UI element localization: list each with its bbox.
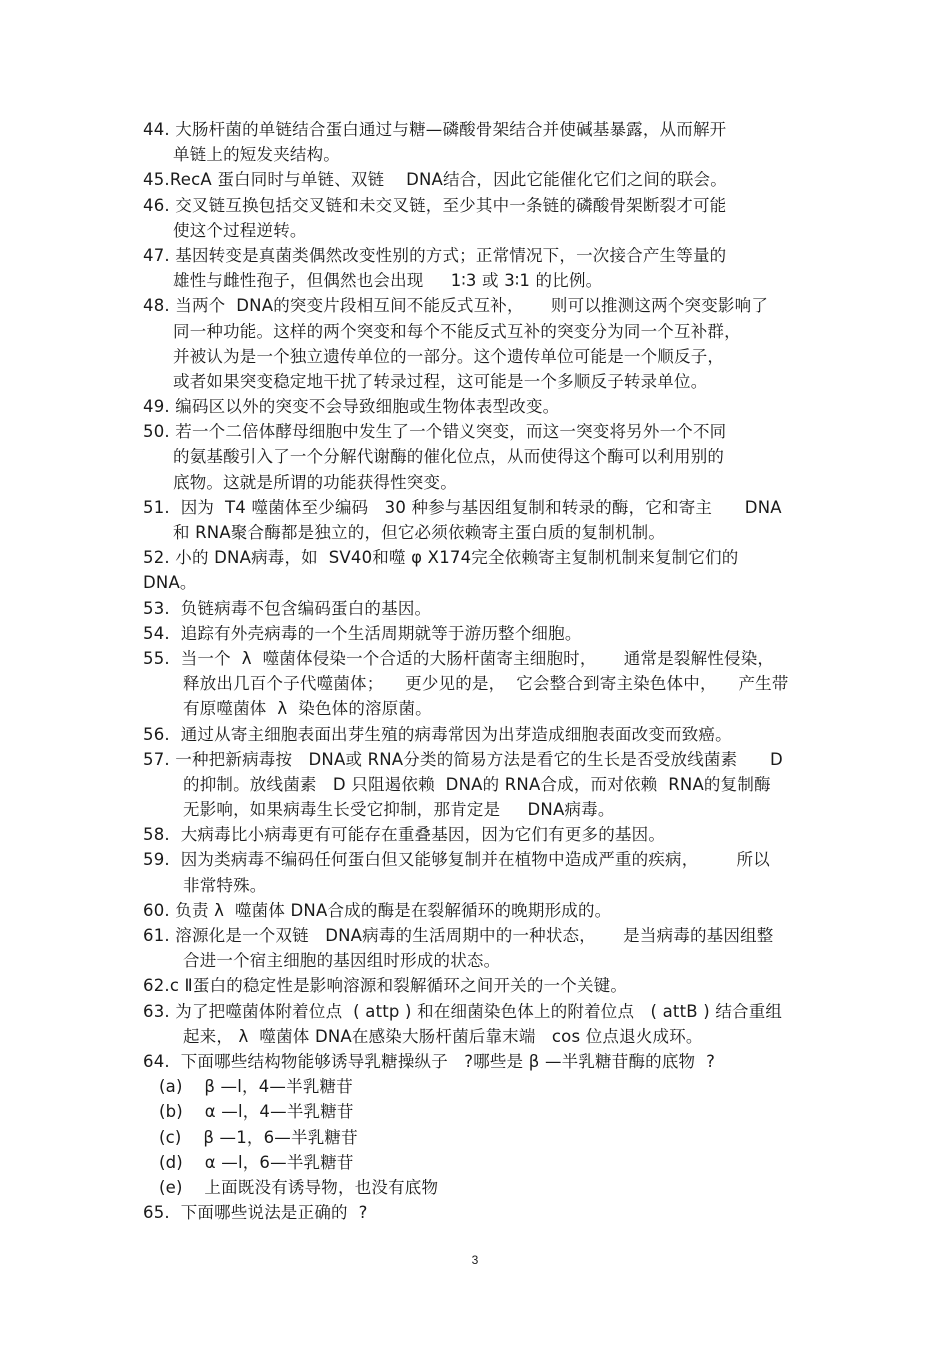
- question-line: 的抑制。放线菌素 D 只阻遏依赖 DNA的 RNA合成，而对依赖 RNA的复制酶: [183, 774, 771, 794]
- question-line: 65. 下面哪些说法是正确的 ?: [143, 1203, 368, 1223]
- question-line: 起来， λ 噬菌体 DNA在感染大肠杆菌后靠末端 cos 位点退火成环。: [183, 1026, 703, 1046]
- answer-option-b: (b) α —l，4—半乳糖苷: [159, 1102, 354, 1122]
- question-line: 无影响，如果病毒生长受它抑制，那肯定是 DNA病毒。: [183, 800, 615, 820]
- question-53: [143, 596, 823, 621]
- answer-option-e: (e) 上面既没有诱导物，也没有底物: [159, 1177, 439, 1197]
- question-line: 48. 当两个 DNA的突变片段相互间不能反式互补， 则可以推测这两个突变影响了: [143, 296, 769, 316]
- question-line: 59. 因为类病毒不编码任何蛋白但又能够复制并在植物中造成严重的疾病， 所以: [143, 850, 770, 870]
- answer-option-c: (c) β —1，6—半乳糖苷: [159, 1127, 358, 1147]
- question-line: 合进一个宿主细胞的基因组时形成的状态。: [183, 951, 501, 971]
- question-line: 有原噬菌体 λ 染色体的溶原菌。: [183, 699, 432, 719]
- question-line: 61. 溶源化是一个双链 DNA病毒的生活周期中的一种状态， 是当病毒的基因组整: [143, 926, 774, 945]
- question-59: [143, 847, 823, 897]
- question-line: 44. 大肠杆菌的单链结合蛋白通过与糖—磷酸骨架结合并使碱基暴露，从而解开: [143, 120, 727, 139]
- question-line: 45.RecA 蛋白同时与单链、双链 DNA结合，因此它能催化它们之间的联会。: [143, 170, 727, 190]
- question-line: 63. 为了把噬菌体附着位点 ( attp ) 和在细菌染色体上的附着位点 ( attB ) 结合重组: [143, 1001, 783, 1021]
- answer-option-a: (a) β —l，4—半乳糖苷: [159, 1077, 353, 1097]
- question-58: [143, 822, 823, 847]
- question-line: 同一种功能。这样的两个突变和每个不能反式互补的突变分为同一个互补群，: [173, 321, 741, 341]
- page-number: 3: [471, 1253, 479, 1267]
- question-62: [143, 973, 823, 998]
- question-61: [143, 923, 823, 973]
- question-55: [143, 646, 823, 722]
- question-47: [143, 243, 823, 293]
- question-line: 58. 大病毒比小病毒更有可能存在重叠基因，因为它们有更多的基因。: [143, 825, 666, 845]
- question-line: 50. 若一个二倍体酵母细胞中发生了一个错义突变，而这一突变将另外一个不同: [143, 422, 727, 442]
- question-49: [143, 394, 823, 419]
- question-line: 49. 编码区以外的突变不会导致细胞或生物体表型改变。: [143, 397, 560, 417]
- question-line: 52. 小的 DNA病毒，如 SV40和噬 φ X174完全依赖寄主复制机制来复制它们的: [143, 548, 739, 568]
- question-51: [143, 495, 823, 545]
- question-line: 雄性与雌性孢子，但偶然也会出现 1∶3 或 3∶1 的比例。: [173, 271, 603, 291]
- question-54: [143, 621, 823, 646]
- question-line: 64. 下面哪些结构物能够诱导乳糖操纵子 ?哪些是 β —半乳糖苷酶的底物 ?: [143, 1051, 716, 1071]
- question-57: [143, 747, 823, 823]
- question-line: 单链上的短发夹结构。: [173, 145, 340, 165]
- question-63: [143, 999, 823, 1049]
- answer-option-d: (d) α —l，6—半乳糖苷: [159, 1152, 354, 1172]
- question-56: [143, 722, 823, 747]
- question-line: 46. 交叉链互换包括交叉链和未交叉链，至少其中一条链的磷酸骨架断裂才可能: [143, 195, 727, 215]
- question-line: 57. 一种把新病毒按 DNA或 RNA分类的简易方法是看它的生长是否受放线菌素 D: [143, 749, 783, 769]
- question-line: 54. 追踪有外壳病毒的一个生活周期就等于游历整个细胞。: [143, 623, 582, 643]
- question-line: 的氨基酸引入了一个分解代谢酶的催化位点，从而使得这个酶可以利用别的: [173, 447, 725, 467]
- question-line: 62.c Ⅱ蛋白的稳定性是影响溶源和裂解循环之间开关的一个关键。: [143, 976, 628, 996]
- question-line: 56. 通过从寄主细胞表面出芽生殖的病毒常因为出芽造成细胞表面改变而致癌。: [143, 724, 732, 744]
- question-52: [143, 545, 823, 595]
- question-60: [143, 898, 823, 923]
- question-65: [143, 1200, 823, 1225]
- question-line: 60. 负责 λ 噬菌体 DNA合成的酶是在裂解循环的晚期形成的。: [143, 900, 612, 920]
- question-line: DNA。: [143, 573, 197, 593]
- question-line: 并被认为是一个独立遗传单位的一部分。这个遗传单位可能是一个顺反子，: [173, 346, 725, 366]
- question-line: 53. 负链病毒不包含编码蛋白的基因。: [143, 598, 432, 618]
- question-44: [143, 117, 823, 167]
- question-45: [143, 167, 823, 192]
- question-line: 47. 基因转变是真菌类偶然改变性别的方式；正常情况下，一次接合产生等量的: [143, 245, 727, 265]
- question-line: 或者如果突变稳定地干扰了转录过程，这可能是一个多顺反子转录单位。: [173, 371, 708, 391]
- question-line: 55. 当一个 λ 噬菌体侵染一个合适的大肠杆菌寄主细胞时， 通常是裂解性侵染，: [143, 648, 775, 668]
- question-46: [143, 193, 823, 243]
- question-line: 使这个过程逆转。: [173, 220, 307, 240]
- question-50: [143, 419, 823, 495]
- question-line: 底物。这就是所谓的功能获得性突变。: [173, 472, 457, 492]
- question-48: [143, 293, 823, 394]
- question-64: [143, 1049, 823, 1200]
- question-line: 51. 因为 T4 噬菌体至少编码 30 种参与基因组复制和转录的酶，它和寄主 DNA: [143, 497, 782, 517]
- question-line: 释放出几百个子代噬菌体； 更少见的是， 它会整合到寄主染色体中， 产生带: [183, 674, 789, 694]
- question-line: 非常特殊。: [183, 875, 267, 895]
- question-list: [143, 117, 823, 1225]
- question-line: 和 RNA聚合酶都是独立的，但它必须依赖寄主蛋白质的复制机制。: [173, 523, 666, 542]
